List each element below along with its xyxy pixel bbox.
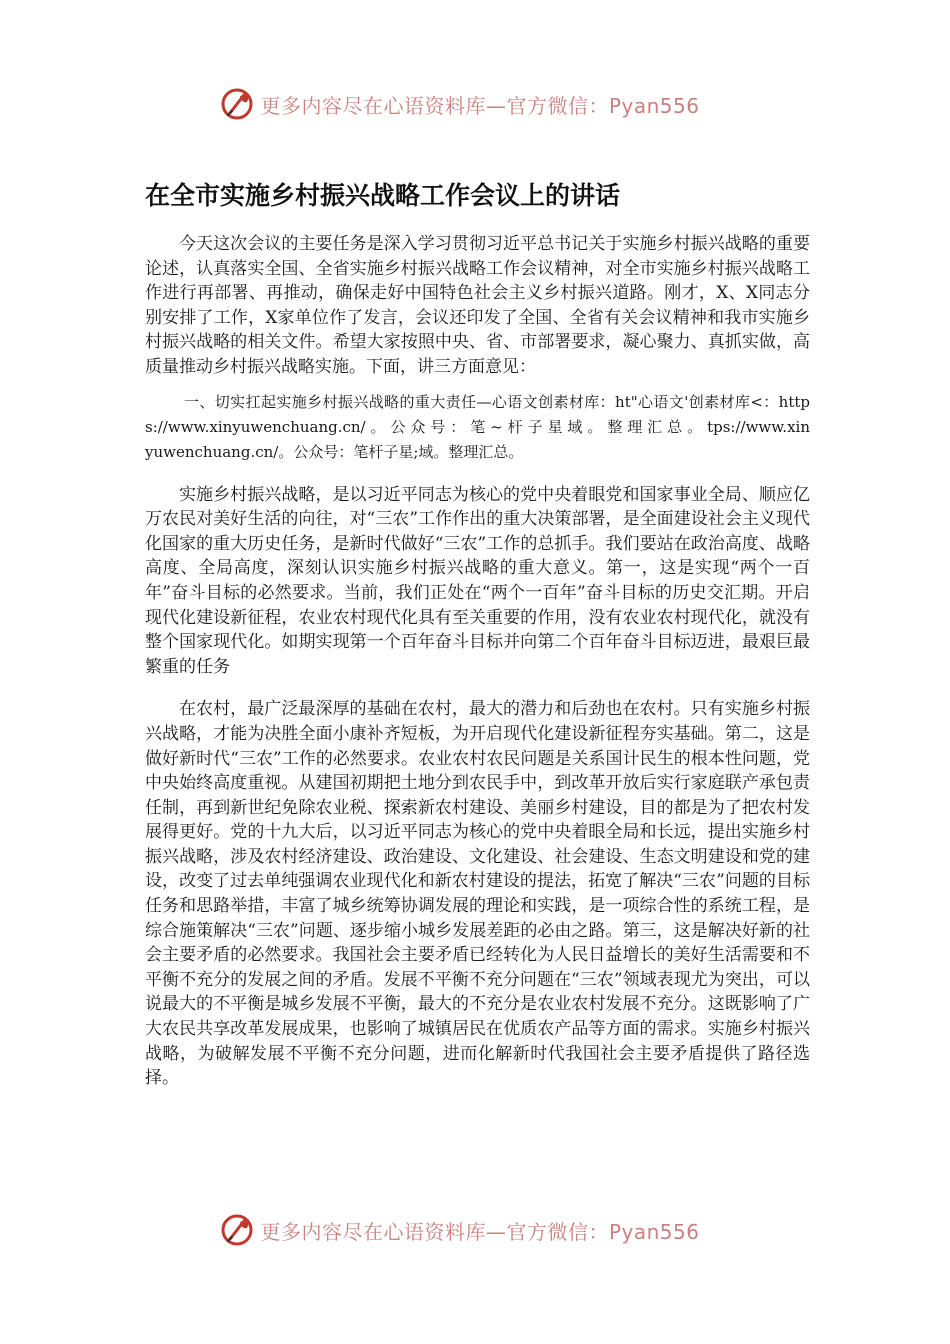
header-banner-text: 更多内容尽在心语资料库—官方微信：Pyan556 — [260, 93, 700, 118]
header-banner — [0, 82, 950, 126]
intro-paragraph: 今天这次会议的主要任务是深入学习贯彻习近平总书记关于实施乡村振兴战略的重要论述，认真落实全国、全省实施乡村振兴战略工作会议精神，对全市实施乡村振兴战略工作进行再部署、再推动，确保走好中国特色社会主义乡村振兴道路。刚才，X、X同志分别安排了工作，X家单位作了发言，会议还印发了全国、全省有关会议精神和我市实施乡村振兴战略的相关文件。希望大家按照中央、省、市部署要求，凝心聚力、真抓实做，高质量推动乡村振兴战略实施。下面，讲三方面意见： — [145, 234, 810, 377]
footer-banner-text: 更多内容尽在心语资料库—官方微信：Pyan556 — [260, 1219, 700, 1244]
section-heading-paragraph: 一、切实扛起实施乡村振兴战略的重大责任—心语文创素材库：ht"心语文'创素材库<：https://www.xinyuwenchuang.cn/ 。 公 众 号 ： 笔 ~ 杆 子 星 域 。 整 理 汇 总 。 tps://www.xinyuwenchuang.cn/。公众号：笔杆子星;域。整理汇总。 — [145, 392, 810, 461]
page-title: 在全市实施乡村振兴战略工作会议上的讲话 — [145, 181, 621, 210]
quill-logo-icon — [220, 87, 254, 121]
quill-logo-icon — [220, 1213, 254, 1247]
body-paragraph: 实施乡村振兴战略，是以习近平同志为核心的党中央着眼党和国家事业全局、顺应亿万农民对美好生活的向往，对“三农”工作作出的重大决策部署，是全面建设社会主义现代化国家的重大历史任务，是新时代做好“三农”工作的总抓手。我们要站在政治高度、战略高度、全局高度，深刻认识实施乡村振兴战略的重大意义。第一，这是实现“两个一百年”奋斗目标的必然要求。当前，我们正处在“两个一百年”奋斗目标的历史交汇期。开启现代化建设新征程，农业农村现代化具有至关重要的作用，没有农业农村现代化，就没有整个国家现代化。如期实现第一个百年奋斗目标并向第二个百年奋斗目标迈进，最艰巨最繁重的任务 — [145, 484, 810, 677]
body-paragraph: 在农村，最广泛最深厚的基础在农村，最大的潜力和后劲也在农村。只有实施乡村振兴战略，才能为决胜全面小康补齐短板，为开启现代化建设新征程夯实基础。第二，这是做好新时代“三农”工作的必然要求。农业农村农民问题是关系国计民生的根本性问题，党中央始终高度重视。从建国初期把土地分到农民手中，到改革开放后实行家庭联产承包责任制，再到新世纪免除农业税、探索新农村建设、美丽乡村建设，目的都是为了把农村发展得更好。党的十九大后，以习近平同志为核心的党中央着眼全局和长远，提出实施乡村振兴战略，涉及农村经济建设、政治建设、文化建设、社会建设、生态文明建设和党的建设，改变了过去单纯强调农业现代化和新农村建设的提法，拓宽了解决“三农”问题的目标任务和思路举措，丰富了城乡统筹协调发展的理论和实践，是一项综合性的系统工程，是综合施策解决“三农”问题、逐步缩小城乡发展差距的必由之路。第三，这是解决好新的社会主要矛盾的必然要求。我国社会主要矛盾已经转化为人民日益增长的美好生活需要和不平衡不充分的发展之间的矛盾。发展不平衡不充分问题在“三农”领域表现尤为突出，可以说最大的不平衡是城乡发展不平衡，最大的不充分是农业农村发展不充分。这既影响了广大农民共享改革发展成果，也影响了城镇居民在优质农产品等方面的需求。实施乡村振兴战略，为破解发展不平衡不充分问题，进而化解新时代我国社会主要矛盾提供了路径选择。 — [145, 699, 810, 1089]
document-body — [145, 232, 810, 1091]
footer-banner — [0, 1208, 950, 1252]
